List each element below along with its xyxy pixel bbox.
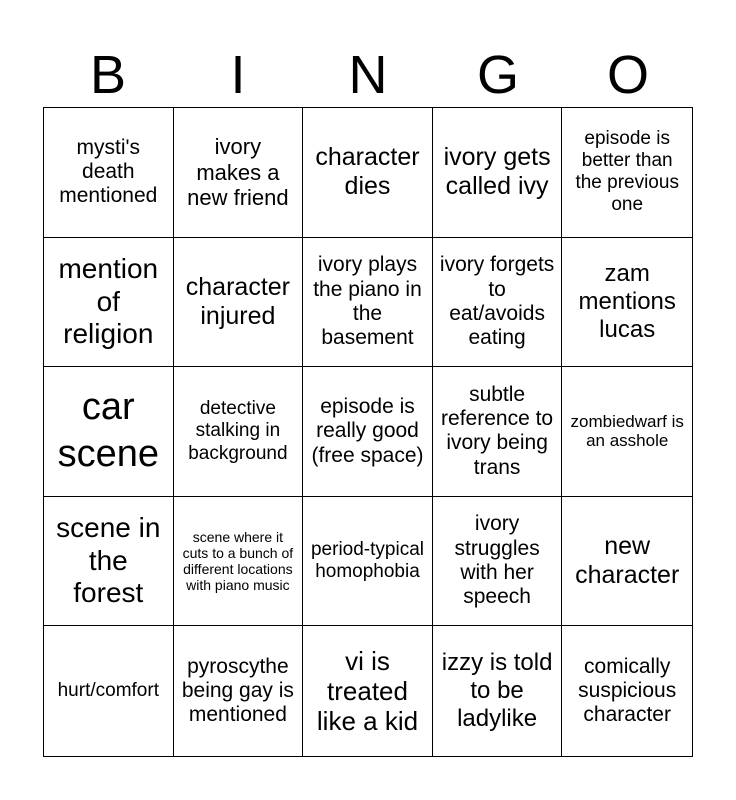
bingo-cell[interactable]: mention of religion — [44, 238, 174, 368]
bingo-cell[interactable]: ivory plays the piano in the basement — [303, 238, 433, 368]
bingo-cell[interactable]: vi is treated like a kid — [303, 626, 433, 756]
bingo-cell[interactable]: comically suspicious character — [578, 654, 677, 727]
header-letter-b: B — [89, 45, 127, 105]
bingo-cell[interactable]: scene where it cuts to a bunch of different locations with piano music — [174, 497, 304, 627]
bingo-cell[interactable]: episode is really good (free space) — [303, 367, 433, 497]
bingo-cell[interactable]: episode is better than the previous one — [562, 108, 692, 238]
bingo-cell[interactable]: subtle reference to ivory being trans — [433, 367, 563, 497]
bingo-cell[interactable]: character dies — [303, 108, 433, 238]
header-letter-g: G — [476, 45, 519, 105]
header-letter-n: N — [348, 45, 388, 105]
bingo-cell[interactable]: ivory struggles with her speech — [433, 497, 563, 627]
bingo-cell[interactable]: car scene — [44, 367, 174, 497]
bingo-cell[interactable]: new character — [562, 497, 692, 627]
bingo-board — [43, 107, 693, 757]
bingo-cell[interactable]: detective stalking in background — [174, 367, 304, 497]
bingo-cell[interactable]: scene in the forest — [44, 497, 174, 627]
bingo-cell[interactable]: mysti's death mentioned — [44, 108, 174, 238]
bingo-cell[interactable]: period-typical homophobia — [303, 497, 433, 627]
bingo-header — [43, 44, 693, 106]
bingo-cell[interactable]: ivory gets called ivy — [433, 108, 563, 238]
bingo-cell[interactable]: character injured — [174, 238, 304, 368]
bingo-cell[interactable]: pyroscythe being gay is mentioned — [174, 626, 304, 756]
header-letter-o: O — [606, 45, 649, 105]
bingo-cell[interactable]: hurt/comfort — [44, 626, 174, 756]
bingo-cell[interactable]: ivory forgets to eat/avoids eating — [433, 238, 563, 368]
bingo-cell[interactable]: zombiedwarf is an asshole — [562, 367, 692, 497]
bingo-cell[interactable]: zam mentions lucas — [562, 238, 692, 368]
header-letter-i: I — [230, 45, 246, 105]
bingo-cell[interactable]: ivory makes a new friend — [174, 108, 304, 238]
bingo-cell[interactable]: izzy is told to be ladylike — [433, 626, 563, 756]
